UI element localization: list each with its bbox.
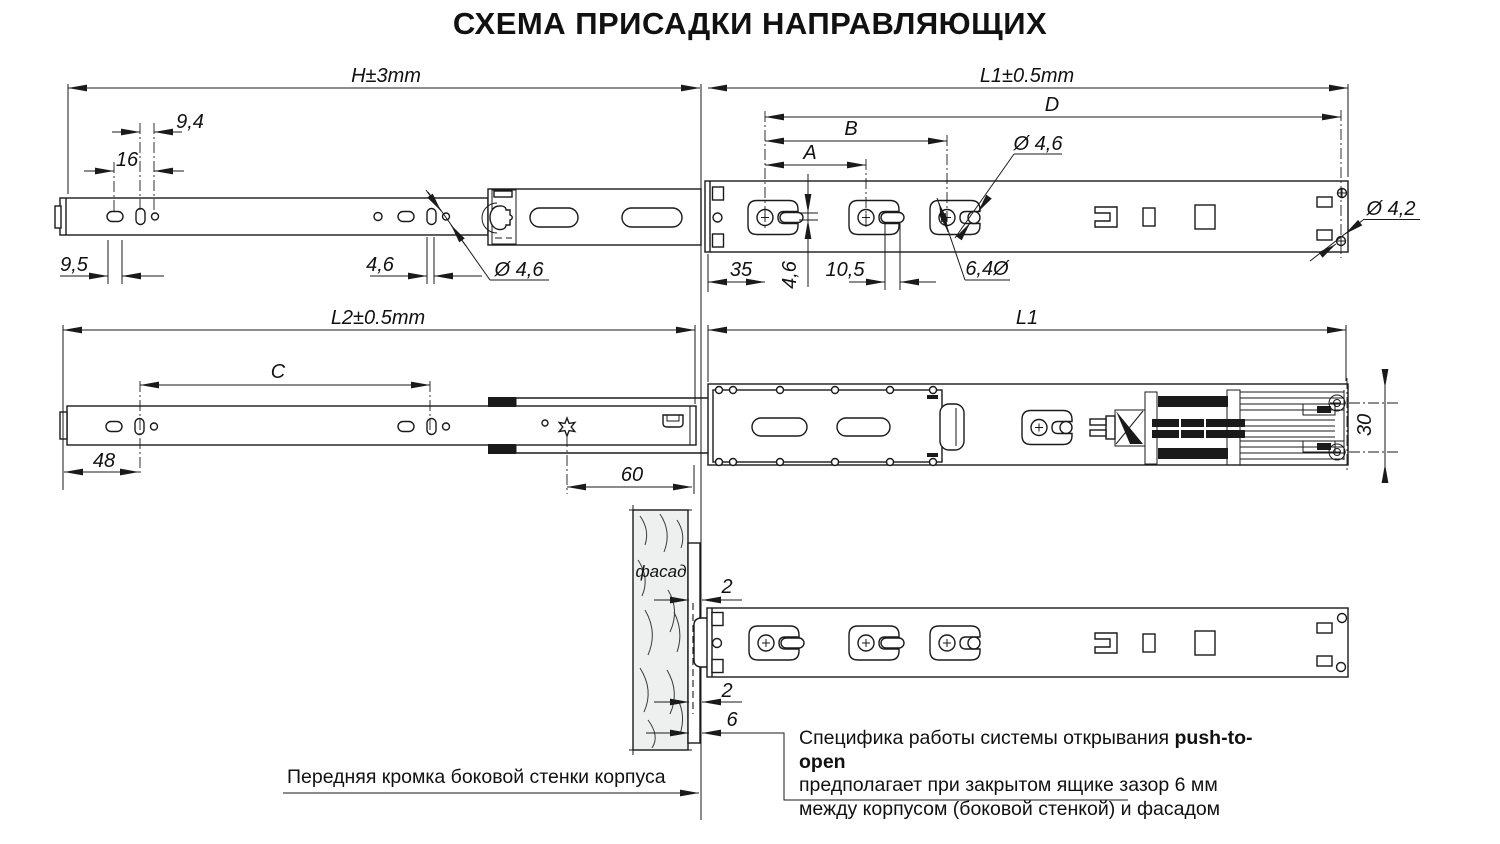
facade-panel xyxy=(629,505,700,755)
note-line3: между корпусом (боковой стенкой) и фасадом xyxy=(799,797,1221,820)
top-right-cabinet-rail xyxy=(705,181,1348,252)
dim-h-label: H±3mm xyxy=(351,65,421,87)
dim-l1-mid-label: L1 xyxy=(1015,307,1039,329)
keyhole-slot-3 xyxy=(930,201,980,235)
note-line1: Специфика работы системы открывания xyxy=(799,727,1175,749)
push-to-open-note xyxy=(799,727,1299,821)
dim-c-label: C xyxy=(270,361,286,383)
keyhole-slot-2 xyxy=(849,201,904,235)
rail-front-holes xyxy=(713,187,724,247)
dim-9-4-label: 9,4 xyxy=(176,111,204,133)
keyhole-slot-2 xyxy=(849,626,904,660)
dim-30-label: 30 xyxy=(1354,413,1376,437)
note-push-to-open: push-to-open xyxy=(799,727,1253,773)
dim-48-label: 48 xyxy=(92,450,116,472)
keyhole-slot-1 xyxy=(748,201,803,235)
dim-a-label: A xyxy=(803,142,817,164)
keyhole-slot-1 xyxy=(749,626,804,660)
dim-4-6-vertical-label: 4,6 xyxy=(779,261,801,289)
front-edge-label: Передняя кромка боковой стенки корпуса xyxy=(287,766,666,788)
mid-left-drawer-rail xyxy=(60,397,708,454)
dim-4-6-label: 4,6 xyxy=(366,254,394,276)
top-left-drawer-rail xyxy=(55,189,701,245)
note-line2: предполагает при закрытом ящике зазор 6 мм xyxy=(799,774,1218,796)
dim-l2-label: L2±0.5mm xyxy=(330,307,426,329)
keyhole-slot xyxy=(1022,411,1072,445)
facade-label: фасад xyxy=(635,562,687,581)
retainer-clip-bottom xyxy=(488,444,516,454)
latch-cutout-icon xyxy=(663,415,683,427)
dim-dia-4-6-right-label: Ø 4,6 xyxy=(1013,133,1063,155)
dim-gap-bottom-label: 2 xyxy=(721,680,733,702)
dim-6-4-label: 6,4Ø xyxy=(965,258,1009,280)
dim-d-label: D xyxy=(1044,94,1060,116)
rail-front-holes xyxy=(712,613,723,673)
dim-9-5-label: 9,5 xyxy=(60,254,88,276)
dim-60-label: 60 xyxy=(620,464,644,486)
dim-gap-6-label: 6 xyxy=(726,709,738,731)
dim-10-5-label: 10,5 xyxy=(825,259,865,281)
dim-dia-4-6-left-label: Ø 4,6 xyxy=(494,259,544,281)
mid-right-slide-assembly xyxy=(708,378,1400,470)
dim-gap-top-label: 2 xyxy=(721,576,733,598)
bottom-cabinet-rail xyxy=(694,608,1348,677)
keyhole-slot-3 xyxy=(930,626,980,660)
page-title: СХЕМА ПРИСАДКИ НАПРАВЛЯЮЩИХ xyxy=(452,6,1048,41)
dim-l1-top-label: L1±0.5mm xyxy=(979,65,1075,87)
dim-16-label: 16 xyxy=(115,149,139,171)
retainer-clip-top xyxy=(488,397,516,407)
dim-dia-4-2-label: Ø 4,2 xyxy=(1366,198,1416,220)
dim-35-label: 35 xyxy=(729,259,753,281)
dim-b-label: B xyxy=(844,118,858,140)
